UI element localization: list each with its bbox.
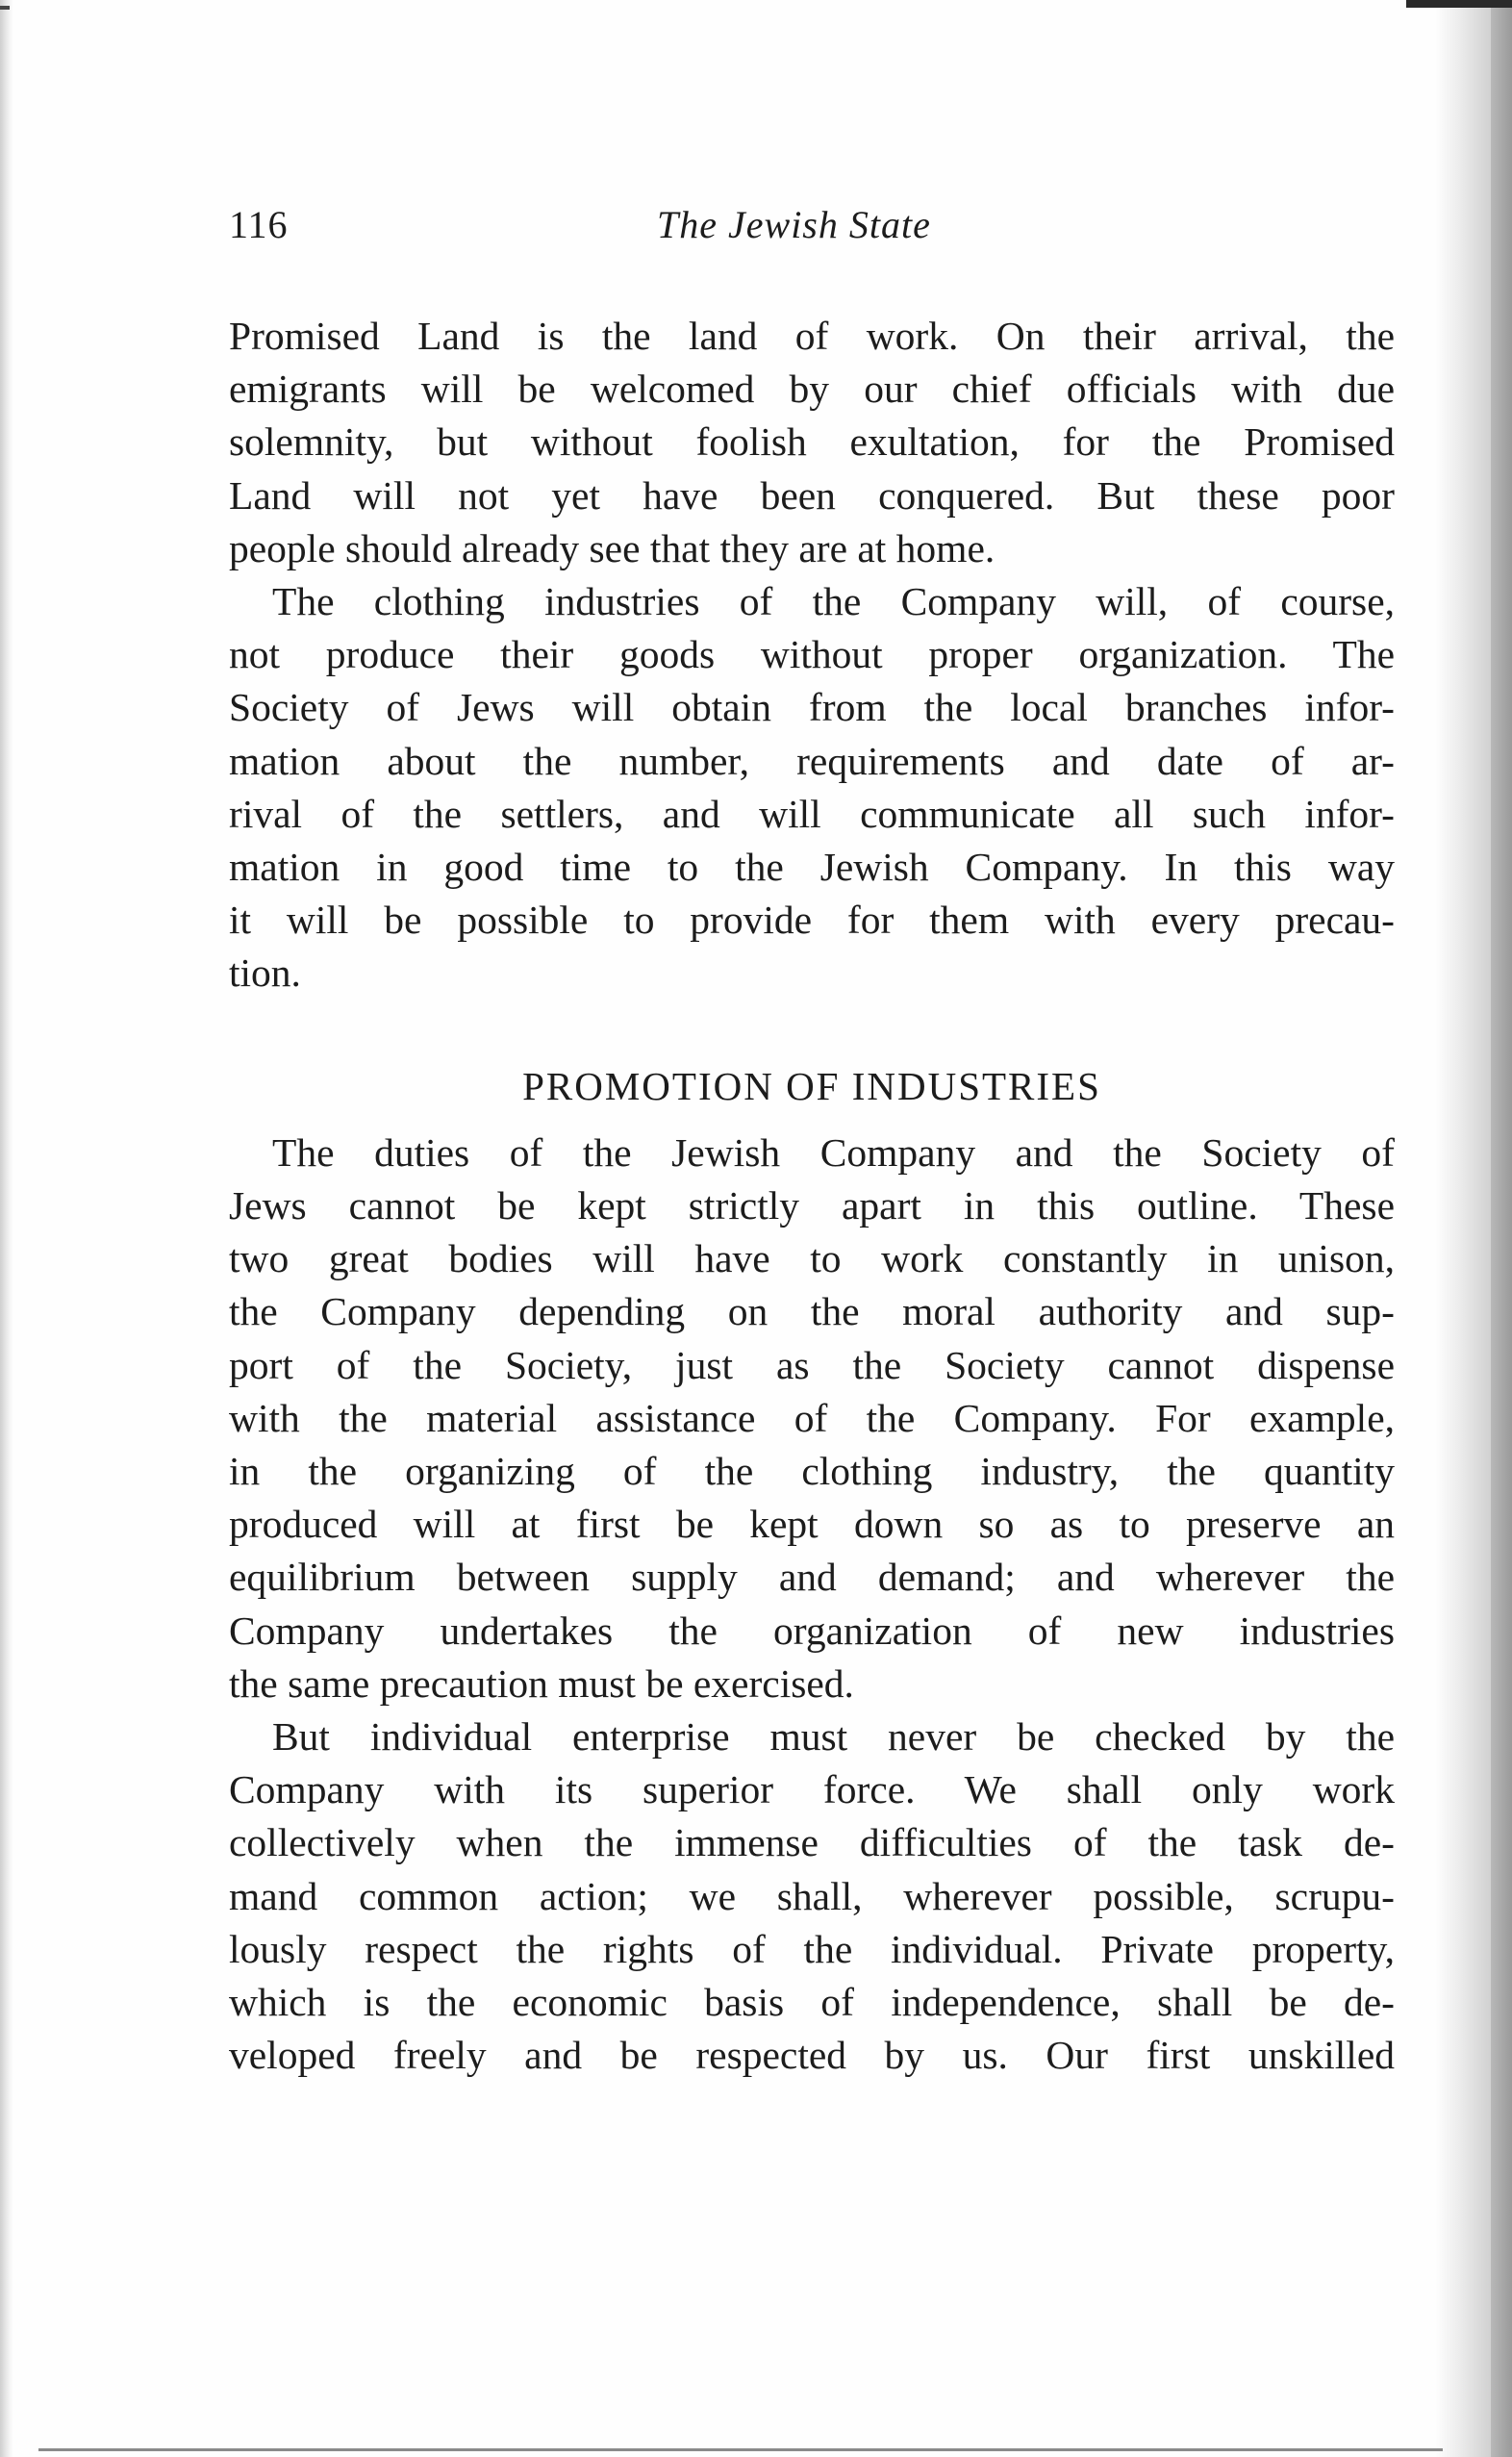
text-line: in the organizing of the clothing industry, the quantity — [229, 1449, 1395, 1494]
text-line: port of the Society, just as the Society cannot dispense — [229, 1342, 1395, 1387]
text-line: Company with its superior force. We shall only work — [229, 1767, 1395, 1812]
text-line: people should already see that they are at home. — [229, 525, 995, 570]
page-number: 116 — [229, 203, 289, 246]
section-heading: PROMOTION OF INDUSTRIES — [522, 1063, 1101, 1108]
page-binding-edge — [1491, 0, 1512, 2457]
running-header — [229, 202, 1393, 260]
text-line: emigrants will be welcomed by our chief officials with due — [229, 367, 1395, 412]
text-line: solemnity, but without foolish exultation, for the Promised — [229, 419, 1395, 465]
text-line: Company undertakes the organization of new industries — [229, 1608, 1395, 1653]
text-line: veloped freely and be respected by us. Our first unskilled — [229, 2033, 1395, 2078]
text-line: which is the economic basis of independence, shall be de- — [229, 1980, 1395, 2025]
paragraph-3 — [229, 1127, 1395, 1710]
scan-corner-mark-left — [0, 6, 10, 10]
running-title: The Jewish State — [657, 203, 931, 246]
paragraph-2 — [229, 575, 1395, 1001]
text-line: collectively when the immense difficulties of the task de- — [229, 1820, 1395, 1865]
text-line: with the material assistance of the Company. For example, — [229, 1395, 1395, 1440]
text-line: produced will at first be kept down so as to preserve an — [229, 1502, 1395, 1547]
text-line: Jews cannot be kept strictly apart in this outline. These — [229, 1183, 1395, 1228]
text-line: the same precaution must be exercised. — [229, 1660, 854, 1706]
text-line: the Company depending on the moral authority and sup- — [229, 1289, 1395, 1334]
text-line: not produce their goods without proper organization. The — [229, 632, 1395, 677]
page-left-edge-shadow — [0, 0, 13, 2457]
text-line: The duties of the Jewish Company and the Society of — [272, 1129, 1395, 1175]
text-line: Society of Jews will obtain from the local branches infor- — [229, 685, 1395, 730]
text-line: it will be possible to provide for them with every precau- — [229, 898, 1395, 943]
page-body — [229, 310, 1395, 2083]
text-line: mand common action; we shall, wherever possible, scrupu- — [229, 1873, 1395, 1918]
text-line: Land will not yet have been conquered. But these poor — [229, 472, 1395, 518]
text-line: The clothing industries of the Company will, of course, — [272, 579, 1395, 624]
text-line: tion. — [229, 950, 301, 996]
text-line: mation in good time to the Jewish Company. In this way — [229, 845, 1395, 890]
text-line: lously respect the rights of the individual. Private property, — [229, 1926, 1395, 1971]
text-line: mation about the number, requirements and date of ar- — [229, 738, 1395, 783]
scan-corner-mark — [1406, 0, 1512, 8]
text-line: two great bodies will have to work constantly in unison, — [229, 1236, 1395, 1281]
page-bottom-edge — [38, 2448, 1443, 2451]
text-line: rival of the settlers, and will communicate all such infor- — [229, 791, 1395, 836]
text-line: But individual enterprise must never be checked by the — [272, 1714, 1395, 1760]
paragraph-1 — [229, 310, 1395, 575]
paragraph-4 — [229, 1710, 1395, 2082]
text-line: Promised Land is the land of work. On their arrival, the — [229, 314, 1395, 358]
text-line: equilibrium between supply and demand; and wherever the — [229, 1555, 1395, 1600]
